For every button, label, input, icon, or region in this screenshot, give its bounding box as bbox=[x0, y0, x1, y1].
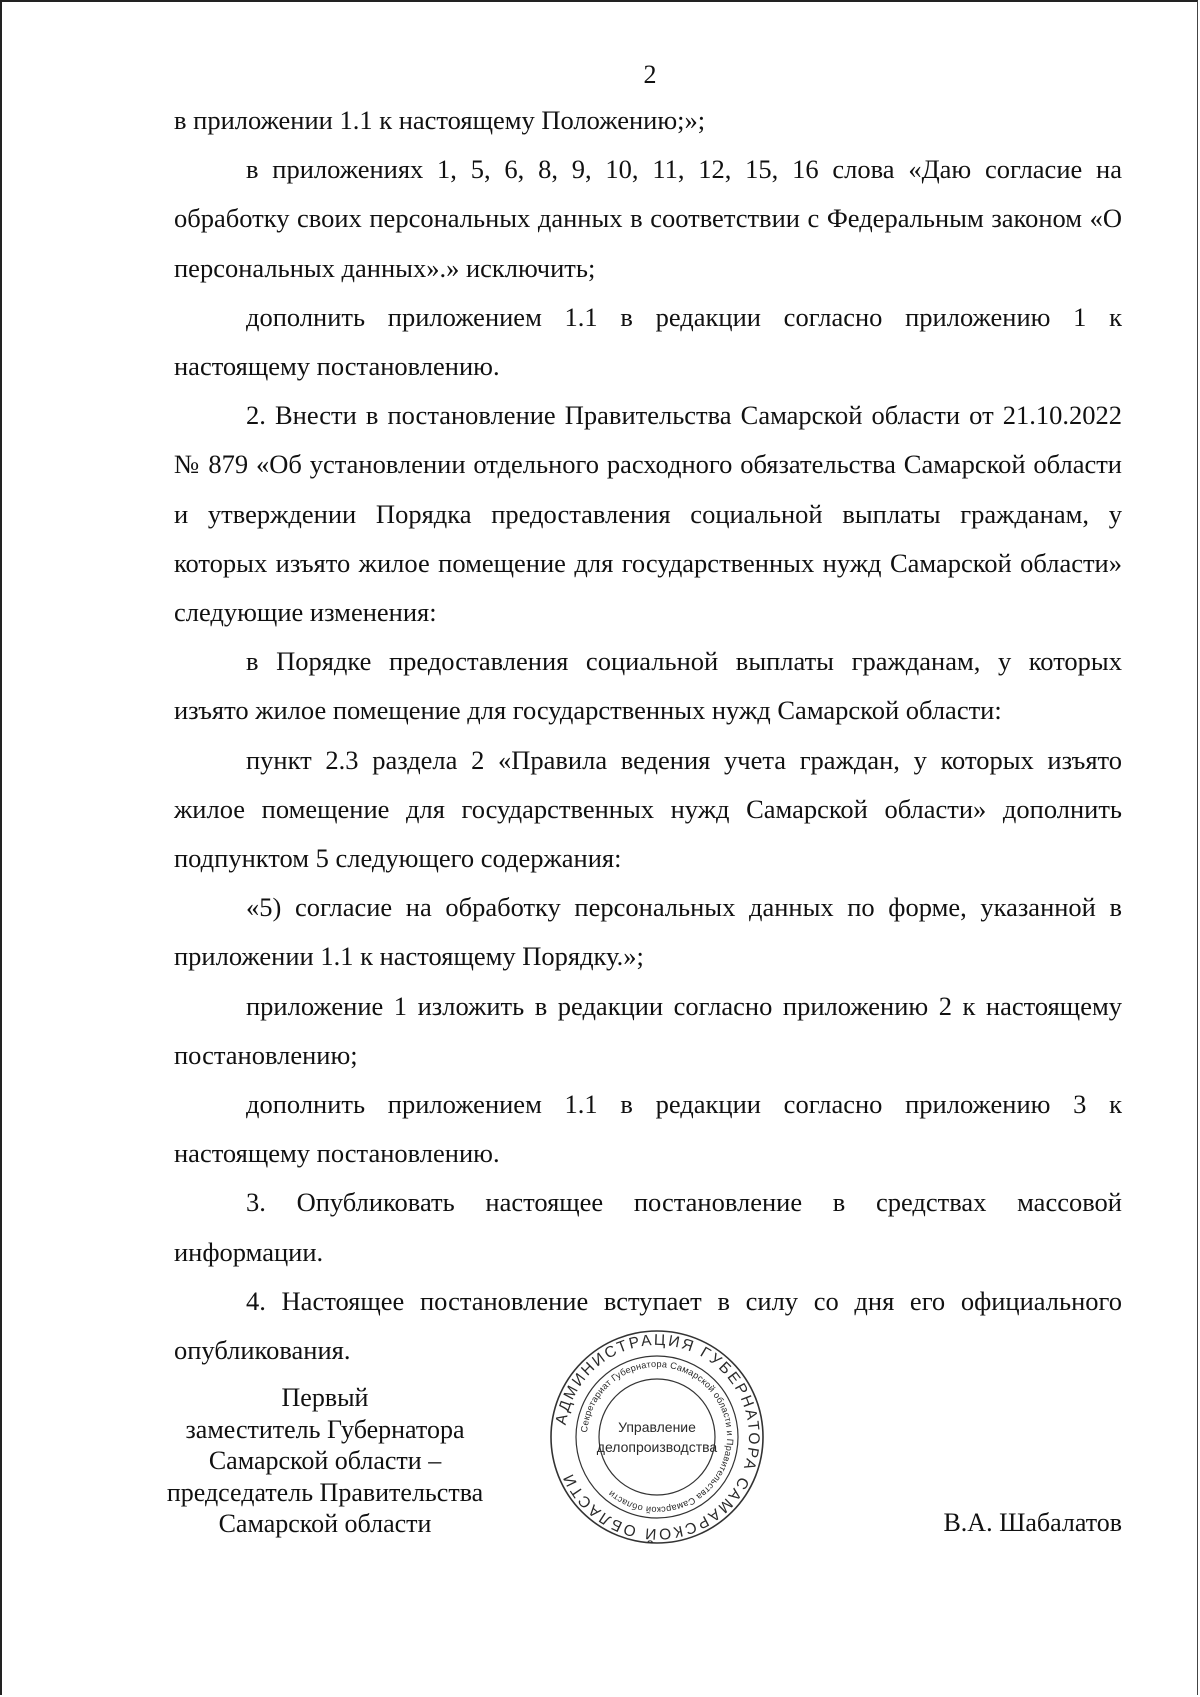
paragraph-9: дополнить приложением 1.1 в редакции согласно приложению 3 к настоящему постановлению. bbox=[174, 1089, 1122, 1169]
seal-middle-border bbox=[576, 1356, 738, 1518]
signatory-title-line: председатель Правительства bbox=[166, 1477, 484, 1507]
paragraph-2: в приложениях 1, 5, 6, 8, 9, 10, 11, 12, 15, 16 слова «Даю согласие на обработку своих персональных данных в соответствии с Федеральным законом «О персональных данных».» исключить; bbox=[174, 154, 1122, 283]
paragraph-4: 2. Внести в постановление Правительства Самарской области от 21.10.2022 № 879 «Об установлении отдельного расходного обязательства Самарской области и утверждении Порядка предоставления социальной выплаты гражданам, у которых изъято жилое помещение для государственных нужд Самарской области» следующие изменения: bbox=[174, 400, 1122, 628]
page-number: 2 bbox=[643, 60, 657, 89]
seal-center-line-1: Управление bbox=[618, 1419, 696, 1435]
paragraph-8: приложение 1 изложить в редакции согласно приложению 2 к настоящему постановлению; bbox=[174, 990, 1122, 1070]
paragraph-10: 3. Опубликовать настоящее постановление в средствах массовой информации. bbox=[174, 1187, 1122, 1267]
signatory-title bbox=[150, 1382, 500, 1540]
seal-outer-ring-text: АДМИНИСТРАЦИЯ ГУБЕРНАТОРА САМАРСКОЙ ОБЛАСТИ bbox=[552, 1331, 763, 1543]
signatory-title-line: Самарской области bbox=[218, 1509, 432, 1538]
paragraph-11: 4. Настоящее постановление вступает в силу со дня его официального опубликования. bbox=[174, 1285, 1122, 1366]
signatory-name: В.А. Шабалатов bbox=[943, 1508, 1122, 1537]
seal-graphic bbox=[548, 1328, 766, 1546]
paragraph-5: в Порядке предоставления социальной выплаты гражданам, у которых изъято жилое помещение для государственных нужд Самарской области: bbox=[174, 646, 1122, 726]
paragraph-7: «5) согласие на обработку персональных данных по форме, указанной в приложении 1.1 к настоящему Порядку.»; bbox=[174, 892, 1122, 972]
paragraph-3: дополнить приложением 1.1 в редакции согласно приложению 1 к настоящему постановлению. bbox=[174, 301, 1122, 382]
signatory-title-line: заместитель Губернатора bbox=[185, 1414, 465, 1444]
seal-inner-ring-text: Секретариат Губернатора Самарской области и Правительства Самарской области bbox=[579, 1358, 736, 1516]
seal-center-line-2: делопроизводства bbox=[596, 1439, 718, 1455]
signatory-title-line: Самарской области – bbox=[208, 1446, 442, 1475]
seal-inner-border bbox=[599, 1379, 715, 1495]
paragraph-1: в приложении 1.1 к настоящему Положению;»; bbox=[174, 105, 706, 135]
paragraph-6: пункт 2.3 раздела 2 «Правила ведения учета граждан, у которых изъято жилое помещение для государственных нужд Самарской области» дополнить подпунктом 5 следующего содержания: bbox=[174, 744, 1122, 874]
document-body bbox=[174, 96, 1122, 1375]
official-seal-stamp bbox=[548, 1328, 766, 1546]
signatory-title-line: Первый bbox=[281, 1383, 369, 1412]
